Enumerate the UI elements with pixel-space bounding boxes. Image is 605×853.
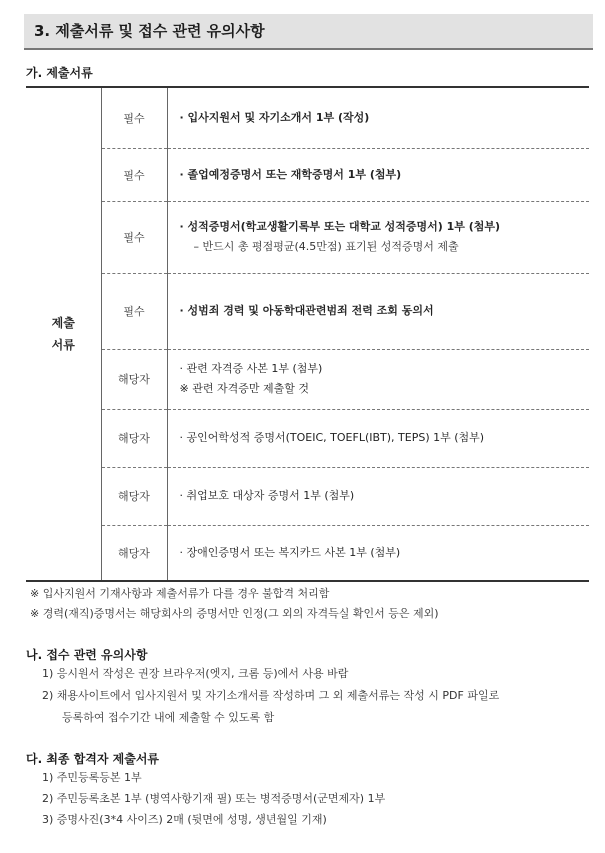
table-row — [26, 467, 589, 525]
part-b-item: 2) 채용사이트에서 입사지원서 및 자기소개서를 작성하며 그 외 제출서류는 작성 시 PDF 파일로 — [42, 689, 500, 702]
table-row — [26, 409, 589, 467]
req-cell: 필수 — [101, 87, 167, 148]
req-cell: 필수 — [101, 273, 167, 349]
desc-cell — [167, 87, 589, 148]
part-c-item: 1) 주민등록등본 1부 — [42, 771, 142, 784]
table-row — [26, 525, 589, 581]
desc-cell — [167, 409, 589, 467]
req-cell: 해당자 — [101, 467, 167, 525]
desc-cell — [167, 273, 589, 349]
table-row — [26, 201, 589, 273]
section-title-bar — [24, 14, 593, 50]
part-c-item: 2) 주민등록초본 1부 (병역사항기재 필) 또는 병적증명서(군면제자) 1부 — [42, 792, 386, 805]
req-cell: 해당자 — [101, 349, 167, 409]
desc-subline: ※ 관련 자격증만 제출할 것 — [179, 382, 309, 395]
desc-cell — [167, 349, 589, 409]
category-cell — [26, 87, 101, 581]
desc-cell — [167, 525, 589, 581]
desc-cell — [167, 148, 589, 201]
documents-table — [26, 86, 589, 582]
desc-subline: – 반드시 총 평점평균(4.5만점) 표기된 성적증명서 제출 — [193, 240, 459, 253]
desc-line: · 성범죄 경력 및 아동학대관련범죄 전력 조회 동의서 — [179, 304, 434, 317]
section-title: 3. 제출서류 및 접수 관련 유의사항 — [34, 22, 265, 40]
table-row — [26, 87, 589, 148]
part-b-item: 1) 응시원서 작성은 권장 브라우저(엣지, 크롬 등)에서 사용 바람 — [42, 667, 349, 680]
part-c-heading: 다. 최종 합격자 제출서류 — [26, 752, 160, 766]
desc-line: · 졸업예정증명서 또는 재학증명서 1부 (첨부) — [179, 167, 402, 181]
req-cell: 해당자 — [101, 409, 167, 467]
table-row — [26, 349, 589, 409]
desc-line: · 관련 자격증 사본 1부 (첨부) — [179, 362, 323, 375]
desc-line: · 입사지원서 및 자기소개서 1부 (작성) — [179, 110, 370, 124]
note-mismatch: ※ 입사지원서 기재사항과 제출서류가 다를 경우 불합격 처리함 — [30, 587, 330, 600]
category-label-line2: 서류 — [51, 338, 75, 352]
desc-line: · 취업보호 대상자 증명서 1부 (첨부) — [179, 489, 355, 502]
part-b-item-continued: 등록하여 접수기간 내에 제출할 수 있도록 함 — [62, 711, 275, 724]
desc-line: · 성적증명서(학교생활기록부 또는 대학교 성적증명서) 1부 (첨부) — [179, 220, 501, 233]
req-cell: 해당자 — [101, 525, 167, 581]
category-label-line1: 제출 — [51, 316, 75, 330]
part-a-heading: 가. 제출서류 — [26, 66, 93, 80]
desc-line: · 공인어학성적 증명서(TOEIC, TOEFL(IBT), TEPS) 1부 (첨부) — [179, 431, 485, 444]
part-c-item: 3) 증명사진(3*4 사이즈) 2매 (뒷면에 성명, 생년월일 기재) — [42, 813, 327, 826]
desc-cell — [167, 467, 589, 525]
table-row — [26, 273, 589, 349]
table-row — [26, 148, 589, 201]
req-cell: 필수 — [101, 148, 167, 201]
part-b-heading: 나. 접수 관련 유의사항 — [26, 648, 148, 662]
desc-cell — [167, 201, 589, 273]
note-career-certificate: ※ 경력(재직)증명서는 해당회사의 증명서만 인정(그 외의 자격득실 확인서 등은 제외) — [30, 607, 439, 620]
req-cell: 필수 — [101, 201, 167, 273]
desc-line: · 장애인증명서 또는 복지카드 사본 1부 (첨부) — [179, 545, 401, 559]
